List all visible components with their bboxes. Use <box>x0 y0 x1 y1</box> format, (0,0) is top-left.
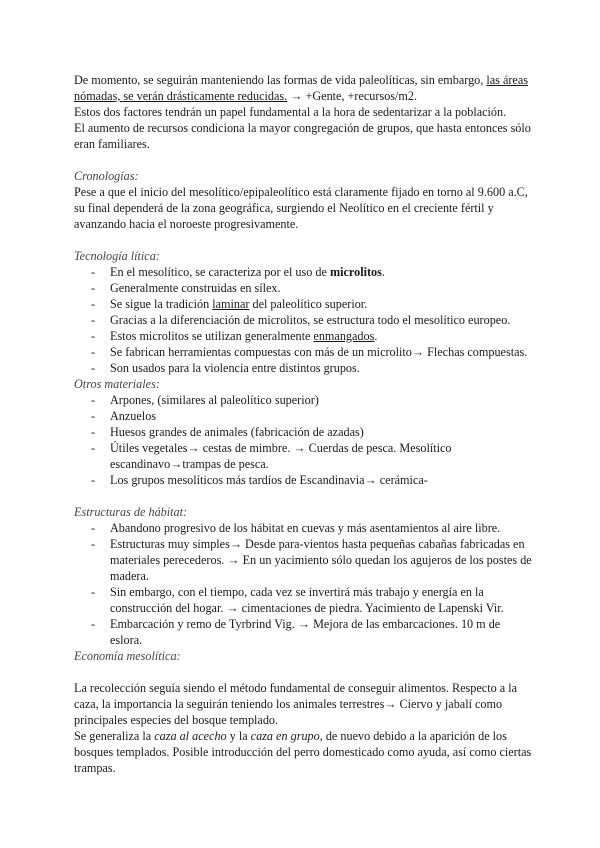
list-item: - Estos microlitos se utilizan generalmente enmangados. <box>74 328 534 344</box>
list-item: - Útiles vegetales→ cestas de mimbre. → Cuerdas de pesca. Mesolítico escandinavo→trampas de pesca. <box>74 440 534 472</box>
underlined-phrase: las áreas nómadas, se verán drásticamente reducidas. <box>74 73 528 103</box>
estructuras-list <box>74 520 534 648</box>
list-item: - Arpones, (similares al paleolítico superior) <box>74 392 534 408</box>
economia-paragraph-2: Se generaliza la caza al acecho y la caza en grupo, de nuevo debido a la aparición de los bosques templados. Posible introducción del perro domesticado como ayuda, así como ciertas trampas. <box>74 729 532 775</box>
section-heading-economia: Economía mesolítica: <box>74 649 181 663</box>
bold-term: microlitos <box>329 265 382 279</box>
italic-term: caza en grupo <box>250 729 320 743</box>
intro-paragraph-2: Estos dos factores tendrán un papel fundamental a la hora de sedentarizar a la población. <box>74 105 507 119</box>
list-item: - Son usados para la violencia entre distintos grupos. <box>74 360 534 376</box>
list-item: - Se fabrican herramientas compuestas con más de un microlito→ Flechas compuestas. <box>74 344 534 360</box>
list-item: - Los grupos mesolíticos más tardíos de Escandinavia→ cerámica- <box>74 472 534 488</box>
cronologias-text: Pese a que el inicio del mesolítico/epipaleolítico está claramente fijado en torno al 9.600 a.C, su final dependerá de la zona geográfica, surgiendo el Neolítico en el creciente fértil y avanzando hacia el noroeste progresivamente. <box>74 185 528 231</box>
tecnologia-list <box>74 264 534 376</box>
otros-list <box>74 392 534 488</box>
list-item: - En el mesolítico, se caracteriza por el uso de microlitos. <box>74 264 534 280</box>
intro-paragraph-3: El aumento de recursos condiciona la mayor congregación de grupos, que hasta entonces sólo eran familiares. <box>74 121 531 151</box>
section-heading-tecnologia: Tecnología lítica: <box>74 249 160 263</box>
list-item: - Gracias a la diferenciación de microlitos, se estructura todo el mesolítico europeo. <box>74 312 534 328</box>
section-heading-estructuras: Estructuras de hábitat: <box>74 505 188 519</box>
document-page <box>74 72 534 776</box>
underlined-term: enmangados <box>313 329 375 343</box>
section-heading-otros: Otros materiales: <box>74 377 160 391</box>
italic-term: caza al acecho <box>154 729 227 743</box>
list-item: - Huesos grandes de animales (fabricación de azadas) <box>74 424 534 440</box>
list-item: - Abandono progresivo de los hábitat en cuevas y más asentamientos al aire libre. <box>74 520 534 536</box>
economia-paragraph-1: La recolección seguía siendo el método fundamental de conseguir alimentos. Respecto a la caza, la importancia la seguirán teniendo los animales terrestres→ Ciervo y jabalí como principales especies del bosque templado. <box>74 681 517 727</box>
underlined-term: laminar <box>212 297 250 311</box>
list-item: - Se sigue la tradición laminar del paleolítico superior. <box>74 296 534 312</box>
section-heading-cronologias: Cronologías: <box>74 169 139 183</box>
list-item: - Estructuras muy simples→ Desde para-vientos hasta pequeñas cabañas fabricadas en materiales perecederos. → En un yacimiento sólo quedan los agujeros de los postes de madera. <box>74 536 534 584</box>
list-item: - Anzuelos <box>74 408 534 424</box>
intro-paragraph-1: De momento, se seguirán manteniendo las formas de vida paleolíticas, sin embargo, las áreas nómadas, se verán drásticamente reducidas. → +Gente, +recursos/m2. <box>74 73 528 103</box>
list-item: - Embarcación y remo de Tyrbrind Vig. → Mejora de las embarcaciones. 10 m de eslora. <box>74 616 534 648</box>
list-item: - Generalmente construidas en sílex. <box>74 280 534 296</box>
list-item: - Sin embargo, con el tiempo, cada vez se invertirá más trabajo y energía en la construcción del hogar. → cimentaciones de piedra. Yacimiento de Lapenski Vir. <box>74 584 534 616</box>
